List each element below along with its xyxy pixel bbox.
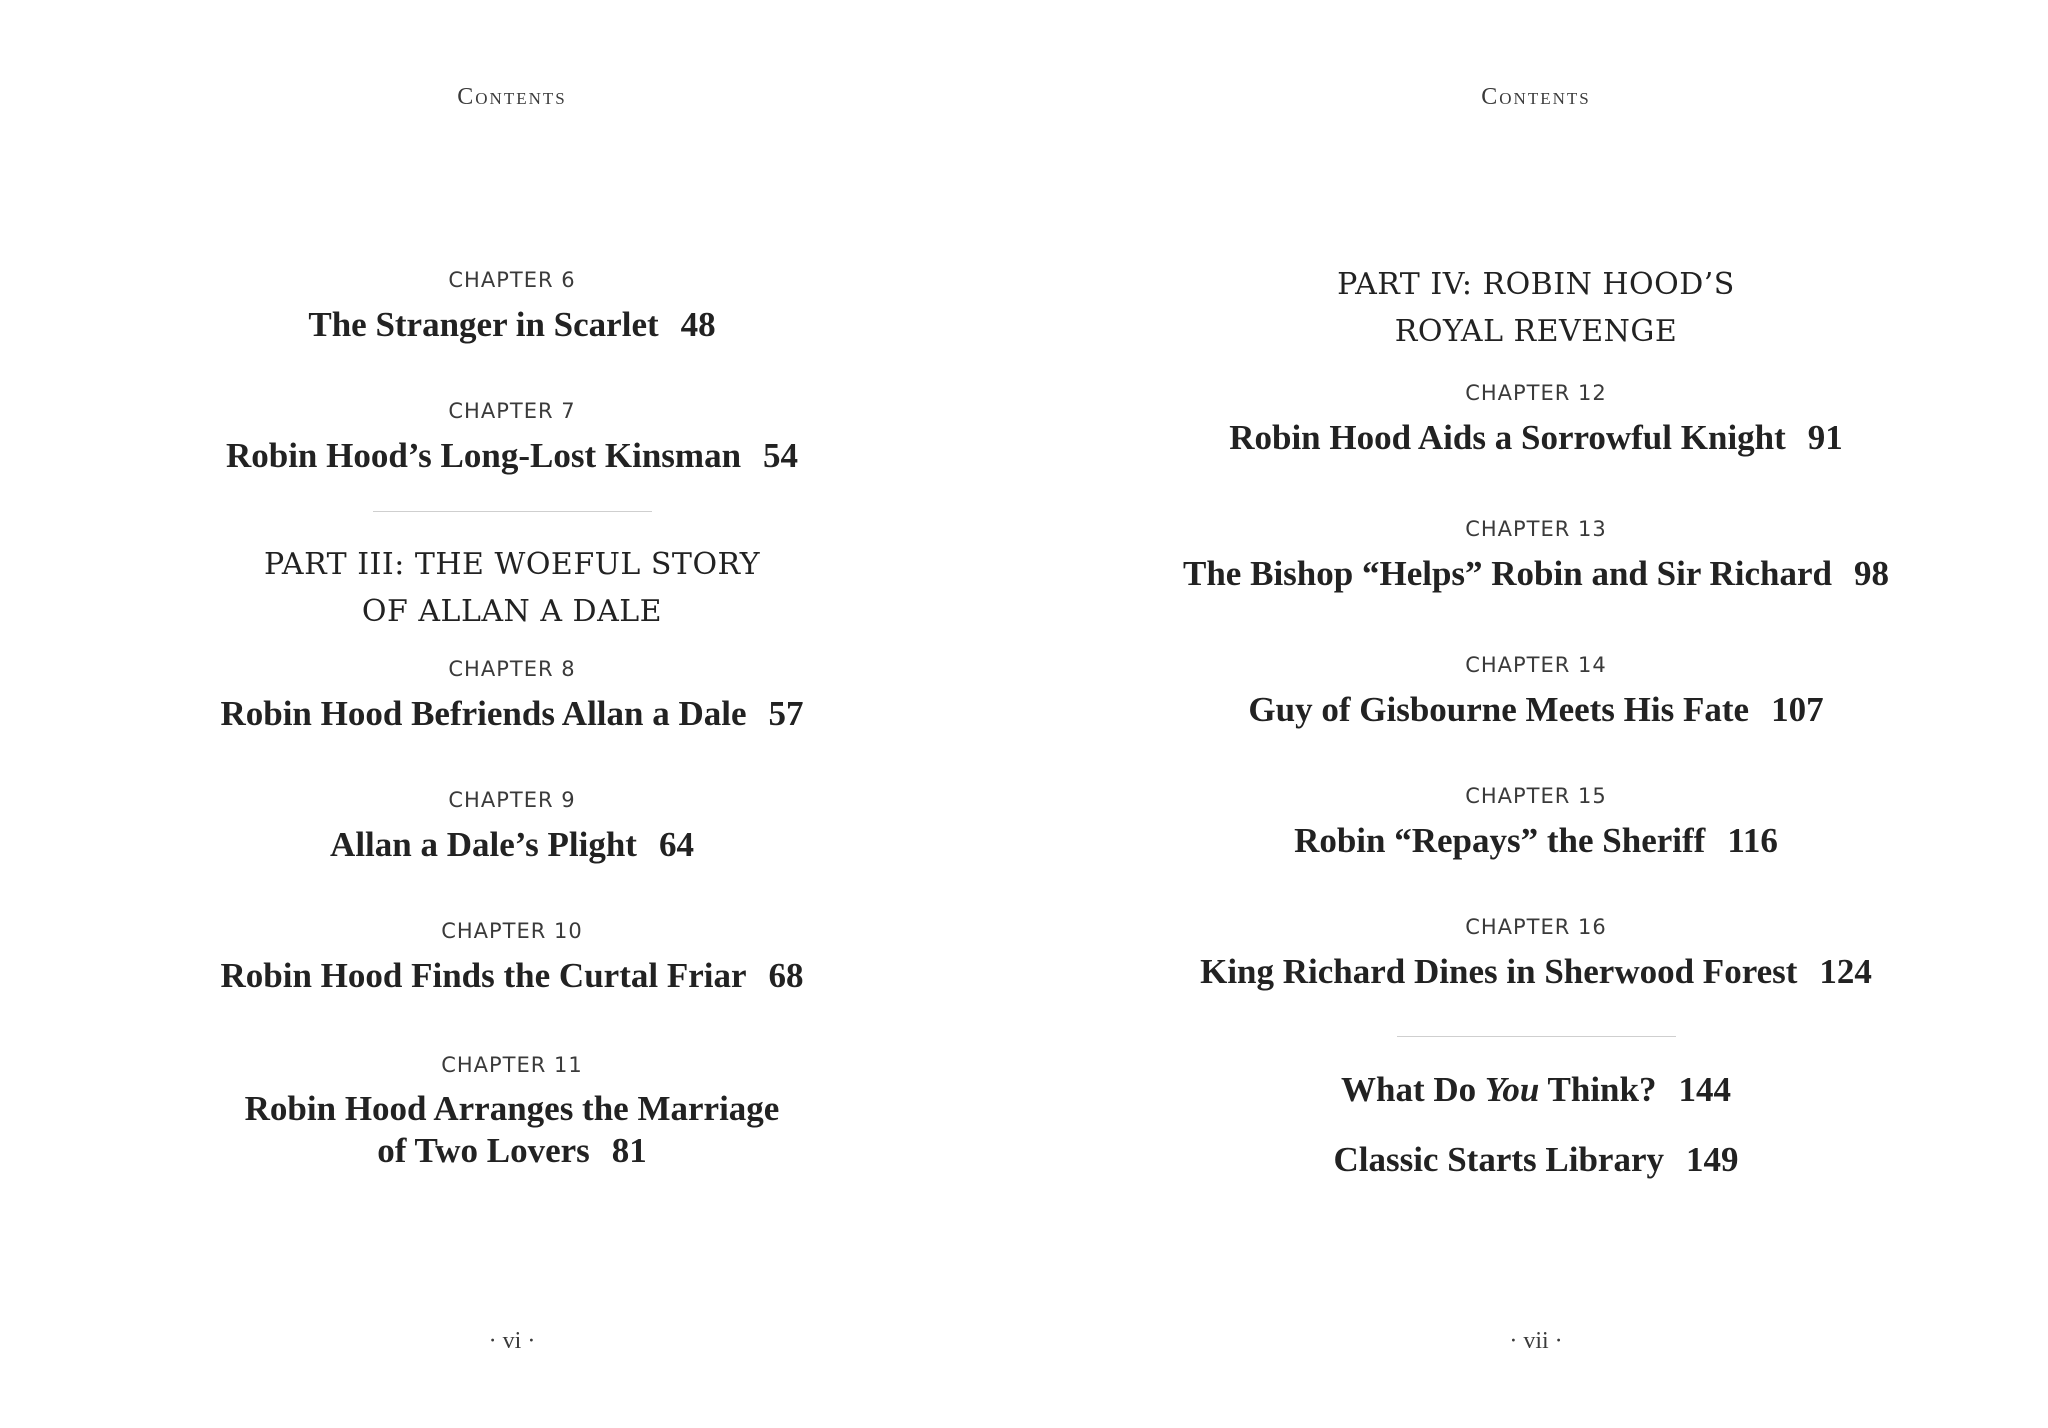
toc-entry-chapter-15[interactable]	[1024, 783, 2048, 863]
page-number: 68	[768, 956, 804, 995]
section-divider	[373, 511, 652, 512]
chapter-title: The Bishop “Helps” Robin and Sir Richard 98	[1183, 554, 1889, 593]
running-head: Contents	[1481, 84, 1591, 110]
toc-entry-chapter-11[interactable]	[0, 1052, 1024, 1172]
part-heading-3	[0, 541, 1024, 635]
chapter-title: Allan a Dale’s Plight 64	[330, 825, 694, 864]
toc-entry-what-do-you-think[interactable]	[1024, 1068, 2048, 1112]
toc-entry-chapter-9[interactable]	[0, 787, 1024, 867]
toc-entry-chapter-7[interactable]	[0, 398, 1024, 478]
right-page	[1024, 0, 2048, 1428]
page-number: 64	[658, 825, 694, 864]
chapter-label: CHAPTER 7	[448, 399, 576, 423]
chapter-label: CHAPTER 15	[1465, 784, 1607, 808]
part-title-line: OF ALLAN A DALE	[361, 594, 663, 629]
chapter-title: Robin Hood Arranges the Marriage of Two Lovers 81	[244, 1089, 780, 1170]
page-folio: · vii ·	[1509, 1328, 1563, 1354]
page-number: 98	[1854, 554, 1889, 593]
chapter-label: CHAPTER 12	[1465, 381, 1607, 405]
chapter-title: King Richard Dines in Sherwood Forest 124	[1200, 952, 1872, 991]
toc-entry-chapter-16[interactable]	[1024, 914, 2048, 994]
chapter-label: CHAPTER 11	[441, 1053, 583, 1077]
page-folio: · vi ·	[488, 1328, 536, 1354]
chapter-label: CHAPTER 16	[1465, 915, 1607, 939]
toc-entry-chapter-8[interactable]	[0, 656, 1024, 736]
toc-entry-chapter-12[interactable]	[1024, 380, 2048, 460]
toc-entry-chapter-10[interactable]	[0, 918, 1024, 998]
chapter-title: Robin Hood’s Long-Lost Kinsman 54	[225, 436, 799, 475]
chapter-label: CHAPTER 6	[448, 268, 576, 292]
chapter-label: CHAPTER 13	[1465, 517, 1607, 541]
part-title-line: ROYAL REVENGE	[1394, 314, 1678, 349]
chapter-title: Robin “Repays” the Sheriff 116	[1294, 821, 1778, 860]
section-divider	[1397, 1036, 1676, 1037]
backmatter-title: Classic Starts Library 149	[1333, 1140, 1739, 1179]
page-number: 144	[1678, 1070, 1731, 1109]
toc-entry-chapter-14[interactable]	[1024, 652, 2048, 732]
toc-entry-chapter-13[interactable]	[1024, 516, 2048, 596]
chapter-label: CHAPTER 9	[448, 788, 576, 812]
toc-entry-classic-starts-library[interactable]	[1024, 1138, 2048, 1182]
page-number: 107	[1771, 690, 1824, 729]
page-number: 54	[763, 436, 799, 475]
page-number: 57	[768, 694, 804, 733]
chapter-label: CHAPTER 8	[448, 657, 576, 681]
page-number: 149	[1686, 1140, 1739, 1179]
page-number: 124	[1819, 952, 1872, 991]
chapter-title: The Stranger in Scarlet 48	[308, 305, 716, 344]
chapter-title: Guy of Gisbourne Meets His Fate 107	[1248, 690, 1824, 729]
chapter-title: Robin Hood Finds the Curtal Friar 68	[220, 956, 804, 995]
page-number: 48	[680, 305, 716, 344]
page-number: 91	[1807, 418, 1843, 457]
page-number: 116	[1727, 821, 1778, 860]
backmatter-title: What Do You Think? 144	[1341, 1070, 1731, 1109]
part-heading-4	[1024, 261, 2048, 355]
chapter-label: CHAPTER 14	[1465, 653, 1607, 677]
page-number: 81	[611, 1131, 647, 1170]
part-title-line: PART III: THE WOEFUL STORY	[263, 547, 761, 582]
part-title-line: PART IV: ROBIN HOOD’S	[1337, 267, 1735, 302]
toc-entry-chapter-6[interactable]	[0, 267, 1024, 347]
chapter-title: Robin Hood Aids a Sorrowful Knight 91	[1229, 418, 1843, 457]
running-head: Contents	[457, 84, 567, 110]
chapter-label: CHAPTER 10	[441, 919, 583, 943]
chapter-title: Robin Hood Befriends Allan a Dale 57	[220, 694, 804, 733]
